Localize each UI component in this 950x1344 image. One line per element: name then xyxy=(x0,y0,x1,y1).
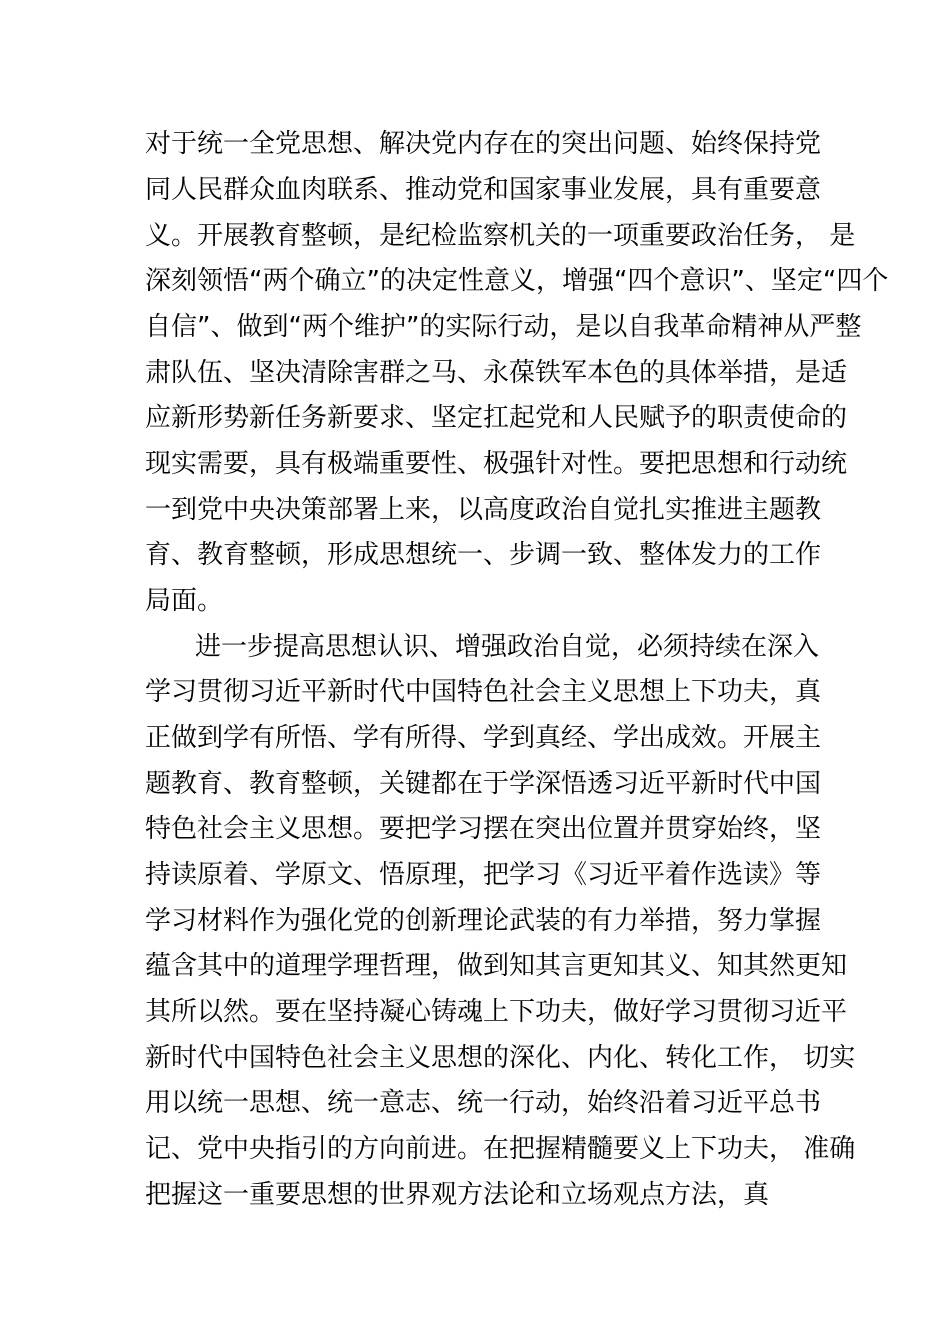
text-line: 特色社会主义思想。要把学习摆在突出位置并贯穿始终，坚 xyxy=(145,814,822,844)
text-line: 学习材料作为强化党的创新理论武装的有力举措，努力掌握 xyxy=(145,906,822,936)
text-line: 蕴含其中的道理学理哲理，做到知其言更知其义、知其然更知 xyxy=(145,951,848,981)
text-line: 义。开展教育整顿，是纪检监察机关的一项重要政治任务， 是 xyxy=(145,221,856,251)
text-line: 持读原着、学原文、悟原理，把学习《习近平着作选读》等 xyxy=(145,860,822,890)
text-line: 记、党中央指引的方向前进。在把握精髓要义上下功夫， 准确 xyxy=(145,1134,856,1164)
text-line: 学习贯彻习近平新时代中国特色社会主义思想上下功夫，真 xyxy=(145,677,822,707)
text-line: 对于统一全党思想、解决党内存在的突出问题、始终保持党 xyxy=(145,129,822,159)
text-line: 题教育、教育整顿，关键都在于学深悟透习近平新时代中国 xyxy=(145,769,822,799)
text-line: 正做到学有所悟、学有所得、学到真经、学出成效。开展主 xyxy=(145,723,822,753)
paragraph-first-line: 进一步提高思想认识、增强政治自觉，必须持续在深入 xyxy=(195,632,820,662)
text-line: 应新形势新任务新要求、坚定扛起党和人民赋予的职责使命的 xyxy=(145,403,848,433)
text-line: 自信”、做到“两个维护”的实际行动，是以自我革命精神从严整 xyxy=(145,312,862,342)
text-line: 新时代中国特色社会主义思想的深化、内化、转化工作， 切实 xyxy=(145,1043,856,1073)
text-line: 现实需要，具有极端重要性、极强针对性。要把思想和行动统 xyxy=(145,449,848,479)
text-line: 肃队伍、坚决清除害群之马、永葆铁军本色的具体举措，是适 xyxy=(145,358,848,388)
text-line: 育、教育整顿，形成思想统一、步调一致、整体发力的工作 xyxy=(145,540,822,570)
text-line: 用以统一思想、统一意志、统一行动，始终沿着习近平总书 xyxy=(145,1088,822,1118)
text-line: 其所以然。要在坚持凝心铸魂上下功夫，做好学习贯彻习近平 xyxy=(145,997,848,1027)
text-line: 深刻领悟“两个确立”的决定性意义，增强“四个意识”、坚定“四个 xyxy=(145,266,889,296)
text-line: 一到党中央决策部署上来，以高度政治自觉扎实推进主题教 xyxy=(145,495,822,525)
text-line: 局面。 xyxy=(145,586,224,616)
text-line: 把握这一重要思想的世界观方法论和立场观点方法，真 xyxy=(145,1180,770,1210)
text-line: 同人民群众血肉联系、推动党和国家事业发展，具有重要意 xyxy=(145,175,822,205)
